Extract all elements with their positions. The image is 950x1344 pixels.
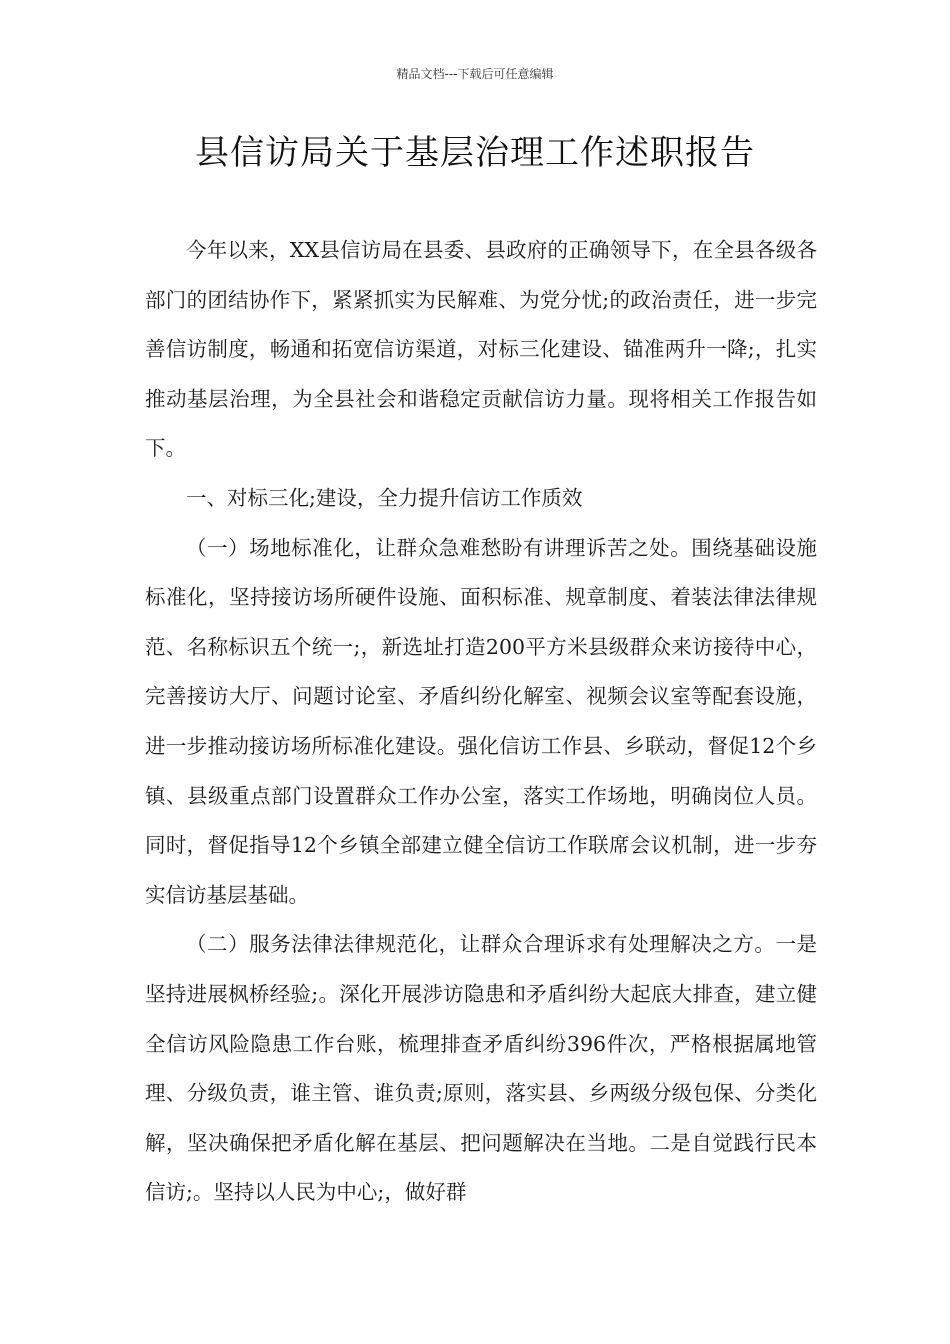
paragraph-site-standardization: （一）场地标准化，让群众急难愁盼有讲理诉苦之处。围绕基础设施标准化，坚持接访场所硬件设施、面积标准、规章制度、着装法律法律规范、名称标识五个统一;，新选址打造200平方米县级群众来访接待中心，完善接访大厅、问题讨论室、矛盾纠纷化解室、视频会议室等配套设施，进一步推动接访场所标准化建设。强化信访工作县、乡联动，督促12个乡镇、县级重点部门设置群众工作办公室，落实工作场地，明确岗位人员。同时，督促指导12个乡镇全部建立健全信访工作联席会议机制，进一步夯实信访基层基础。	[145, 535, 817, 907]
document-body	[145, 226, 817, 1218]
paragraph-intro: 今年以来，XX县信访局在县委、县政府的正确领导下，在全县各级各部门的团结协作下，紧紧抓实为民解难、为党分忧;的政治责任，进一步完善信访制度，畅通和拓宽信访渠道，对标三化建设、锚准两升一降;，扎实推动基层治理，为全县社会和谐稳定贡献信访力量。现将相关工作报告如下。	[145, 238, 817, 461]
section-heading-1: 一、对标三化;建设，全力提升信访工作质效	[186, 485, 583, 510]
page-header-note: 精品文档---下载后可任意编辑	[396, 67, 554, 81]
paragraph-service-standardization: （二）服务法律法律规范化，让群众合理诉求有处理解决之方。一是坚持进展枫桥经验;。深化开展涉访隐患和矛盾纠纷大起底大排查，建立健全信访风险隐患工作台账，梳理排查矛盾纠纷396件次，严格根据属地管理、分级负责，谁主管、谁负责;原则，落实县、乡两级分级包保、分类化解，坚决确保把矛盾化解在基层、把问题解决在当地。二是自觉践行民本信访;。坚持以人民为中心;，做好群	[145, 932, 817, 1205]
document-title: 县信访局关于基层治理工作述职报告	[195, 133, 755, 173]
